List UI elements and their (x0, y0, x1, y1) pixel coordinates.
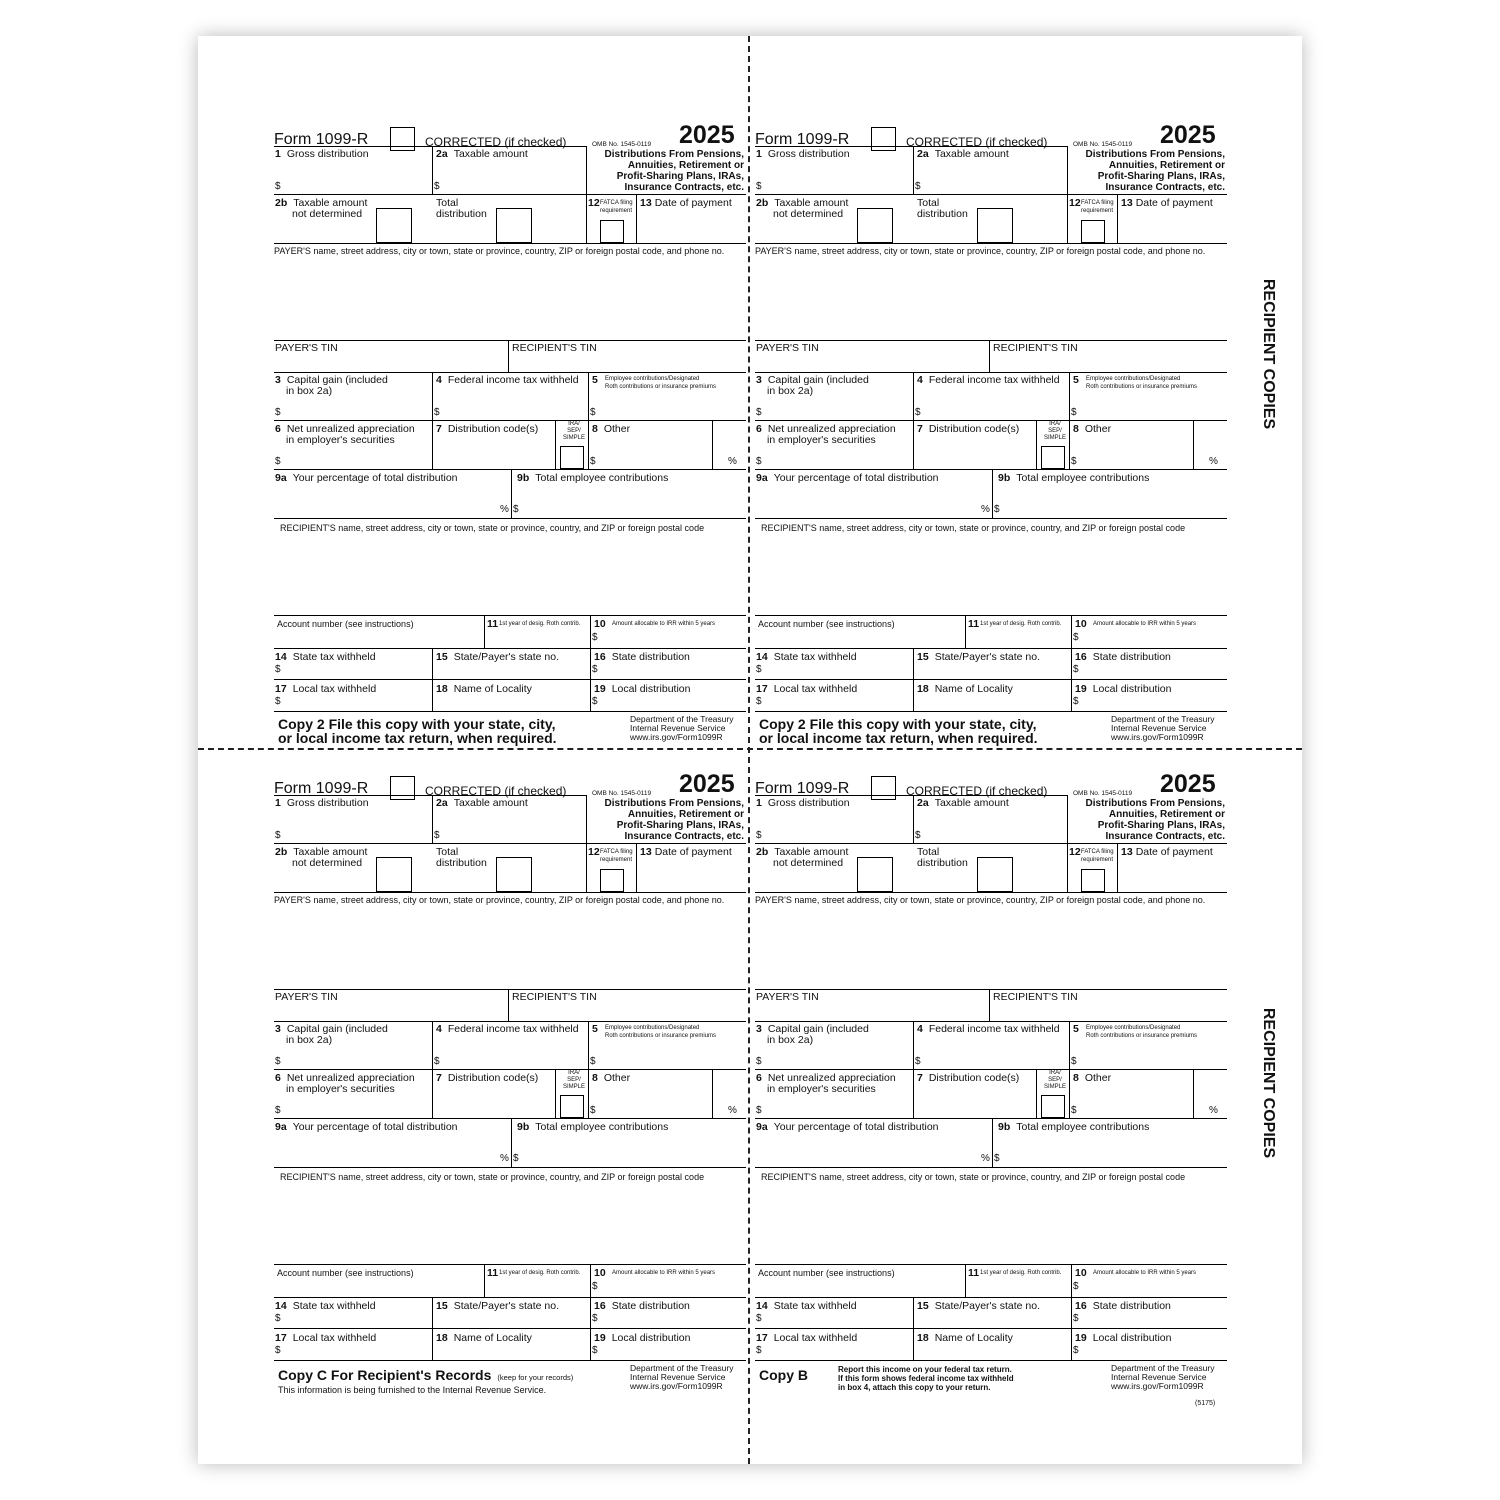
box3-label: 3 Capital gain (included (275, 1023, 388, 1035)
box15-label: 15 State/Payer's state no. (436, 1300, 560, 1312)
form-description: Distributions From Pensions, Annuities, Retirement or Profit-Sharing Plans, IRAs, Insurance Contracts, etc. (1085, 149, 1225, 193)
box10-label: Amount allocable to IRR within 5 years (1093, 621, 1197, 627)
box17-label: 17 Local tax withheld (756, 683, 858, 695)
box8-dollar: $ (590, 456, 596, 467)
box9b-dollar: $ (513, 1153, 519, 1164)
total-distribution-label-line2: distribution (917, 857, 968, 869)
form-code: (5175) (1195, 1400, 1216, 1407)
box3-label-line2: in box 2a) (286, 1034, 333, 1046)
box12-text: FATCA filing (600, 849, 633, 855)
payer-name-label: PAYER'S name, street address, city or town, state or province, country, ZIP or foreign postal code, and phone no. (755, 246, 1206, 256)
box12-text: FATCA filing (600, 200, 633, 206)
box14-label: 14 State tax withheld (756, 1300, 857, 1312)
box2b-label: 2b Taxable amount (756, 197, 849, 209)
form-description: Distributions From Pensions, Annuities, Retirement or Profit-Sharing Plans, IRAs, Insurance Contracts, etc. (604, 149, 744, 193)
box5-num: 5 (1073, 374, 1079, 386)
box7-label: 7 Distribution code(s) (436, 1072, 539, 1084)
fatca-checkbox[interactable] (1081, 220, 1105, 243)
corrected-checkbox[interactable] (871, 776, 896, 800)
box1-dollar: $ (756, 181, 762, 192)
box1-dollar: $ (756, 830, 762, 841)
box6-label: 6 Net unrealized appreciation (275, 423, 415, 435)
box18-label: 18 Name of Locality (917, 1332, 1013, 1344)
box13-label: 13 Date of payment (640, 846, 732, 858)
box6-label: 6 Net unrealized appreciation (275, 1072, 415, 1084)
box3-dollar: $ (275, 407, 281, 418)
box11-num: 11 (487, 618, 499, 630)
box13-label: 13 Date of payment (640, 197, 732, 209)
box3-dollar: $ (275, 1056, 281, 1067)
box9a-label: 9a Your percentage of total distribution (756, 472, 939, 484)
box11-label: 1st year of desig. Roth contrib. (499, 621, 581, 627)
form-copyc (274, 768, 746, 1395)
box6-label: 6 Net unrealized appreciation (756, 1072, 896, 1084)
ira-sep-simple-label: IRA/ SEP/ SIMPLE (1043, 1070, 1066, 1090)
box10-label: Amount allocable to IRR within 5 years (1093, 1270, 1197, 1276)
box18-label: 18 Name of Locality (436, 683, 532, 695)
corrected-checkbox[interactable] (390, 776, 415, 800)
box8-dollar: $ (1071, 1105, 1077, 1116)
box19-label: 19 Local distribution (594, 1332, 691, 1344)
total-distribution-checkbox[interactable] (496, 857, 532, 892)
tax-year: 2025 (679, 770, 735, 798)
box12-label: 12 (1069, 846, 1081, 858)
box9b-label: 9b Total employee contributions (998, 472, 1150, 484)
omb-number: OMB No. 1545-0119 (592, 790, 652, 797)
box12-text-line2: requirement (1081, 857, 1114, 863)
total-distribution-label: Total (917, 197, 940, 209)
box14-label: 14 State tax withheld (275, 1300, 376, 1312)
payer-name-label: PAYER'S name, street address, city or town, state or province, country, ZIP or foreign postal code, and phone no. (274, 246, 725, 256)
box2b-label-line2: not determined (773, 208, 844, 220)
box4-dollar: $ (434, 1056, 440, 1067)
box14-dollar: $ (275, 664, 281, 675)
copy2-label: Copy 2 File this copy with your state, city, or local income tax return, when required. (759, 716, 1038, 746)
box9a-percent: % (500, 1153, 509, 1164)
ira-sep-simple-label: IRA/ SEP/ SIMPLE (562, 421, 585, 441)
box1-label: 1 Gross distribution (756, 797, 850, 809)
box9b-label: 9b Total employee contributions (517, 472, 669, 484)
box8-dollar: $ (1071, 456, 1077, 467)
box6-label-line2: in employer's securities (767, 1083, 876, 1095)
box11-label: 1st year of desig. Roth contrib. (499, 1270, 581, 1276)
box8-percent: % (1209, 1105, 1218, 1116)
copy2-label: Copy 2 File this copy with your state, city, or local income tax return, when required. (278, 716, 557, 746)
box5-dollar: $ (590, 407, 596, 418)
box17-label: 17 Local tax withheld (275, 683, 377, 695)
form-title: Form 1099-R (274, 780, 369, 797)
vertical-cut-line (748, 36, 750, 1464)
form-description: Distributions From Pensions, Annuities, Retirement or Profit-Sharing Plans, IRAs, Insurance Contracts, etc. (604, 798, 744, 842)
box2b-label: 2b Taxable amount (756, 846, 849, 858)
box4-dollar: $ (915, 1056, 921, 1067)
box3-label-line2: in box 2a) (767, 1034, 814, 1046)
box8-dollar: $ (590, 1105, 596, 1116)
box15-label: 15 State/Payer's state no. (917, 1300, 1041, 1312)
box8-percent: % (1209, 456, 1218, 467)
box2b-label: 2b Taxable amount (275, 846, 368, 858)
box4-dollar: $ (434, 407, 440, 418)
box2a-dollar: $ (434, 181, 440, 192)
total-distribution-label: Total (917, 846, 940, 858)
box15-label: 15 State/Payer's state no. (436, 651, 560, 663)
copyc-note: This information is being furnished to the Internal Revenue Service. (278, 1385, 547, 1395)
box12-text: FATCA filing (1081, 200, 1114, 206)
box16-label: 16 State distribution (1075, 651, 1171, 663)
box12-text-line2: requirement (1081, 208, 1114, 214)
box1-label: 1 Gross distribution (275, 797, 369, 809)
box12-text: FATCA filing (1081, 849, 1114, 855)
ira-sep-simple-checkbox[interactable] (1041, 1095, 1065, 1118)
box17-label: 17 Local tax withheld (756, 1332, 858, 1344)
corrected-checkbox[interactable] (871, 127, 896, 151)
box17-dollar: $ (756, 696, 762, 707)
omb-number: OMB No. 1545-0119 (592, 141, 652, 148)
fatca-checkbox[interactable] (600, 869, 624, 892)
box5-dollar: $ (590, 1056, 596, 1067)
box5-label-line2: Roth contributions or insurance premiums (1086, 384, 1198, 390)
box6-label-line2: in employer's securities (286, 1083, 395, 1095)
box9a-label: 9a Your percentage of total distribution (275, 1121, 458, 1133)
box14-dollar: $ (756, 664, 762, 675)
corrected-label: CORRECTED (if checked) (425, 135, 567, 149)
box10-num: 10 (594, 1267, 606, 1279)
box11-num: 11 (487, 1267, 499, 1279)
omb-number: OMB No. 1545-0119 (1073, 141, 1133, 148)
corrected-label: CORRECTED (if checked) (425, 784, 567, 798)
box10-dollar: $ (592, 1281, 598, 1292)
account-number-label: Account number (see instructions) (758, 619, 895, 629)
box4-label: 4 Federal income tax withheld (917, 374, 1060, 386)
form-title: Form 1099-R (755, 131, 850, 148)
tax-year: 2025 (679, 121, 735, 149)
box13-label: 13 Date of payment (1121, 197, 1213, 209)
box6-label-line2: in employer's securities (286, 434, 395, 446)
corrected-label: CORRECTED (if checked) (906, 784, 1048, 798)
box16-dollar: $ (592, 1313, 598, 1324)
box12-label: 12 (588, 846, 600, 858)
box1-dollar: $ (275, 181, 281, 192)
box10-num: 10 (1075, 1267, 1087, 1279)
payer-tin-label: PAYER'S TIN (756, 991, 819, 1003)
copyc-label: Copy C For Recipient's Records (keep for your records) (278, 1367, 574, 1383)
form-copy2-left (274, 119, 746, 746)
box3-label-line2: in box 2a) (767, 385, 814, 397)
box12-text-line2: requirement (600, 857, 633, 863)
treasury-dept: Department of the Treasury Internal Revenue Service www.irs.gov/Form1099R (1111, 1363, 1215, 1391)
account-number-label: Account number (see instructions) (758, 1268, 895, 1278)
box3-label: 3 Capital gain (included (756, 374, 869, 386)
box4-label: 4 Federal income tax withheld (436, 374, 579, 386)
box2a-dollar: $ (915, 181, 921, 192)
box6-dollar: $ (756, 456, 762, 467)
box14-dollar: $ (756, 1313, 762, 1324)
box17-dollar: $ (275, 696, 281, 707)
account-number-label: Account number (see instructions) (277, 619, 414, 629)
box5-label: Employee contributions/Designated (605, 376, 700, 382)
box12-text-line2: requirement (600, 208, 633, 214)
payer-name-label: PAYER'S name, street address, city or town, state or province, country, ZIP or foreign postal code, and phone no. (755, 895, 1206, 905)
form-description: Distributions From Pensions, Annuities, Retirement or Profit-Sharing Plans, IRAs, Insurance Contracts, etc. (1085, 798, 1225, 842)
corrected-checkbox[interactable] (390, 127, 415, 151)
box2b-label-line2: not determined (773, 857, 844, 869)
box9a-percent: % (981, 1153, 990, 1164)
account-number-label: Account number (see instructions) (277, 1268, 414, 1278)
payer-tin-label: PAYER'S TIN (756, 342, 819, 354)
box6-dollar: $ (275, 1105, 281, 1116)
box5-label-line2: Roth contributions or insurance premiums (605, 1033, 717, 1039)
box16-label: 16 State distribution (594, 651, 690, 663)
total-distribution-label-line2: distribution (917, 208, 968, 220)
payer-tin-label: PAYER'S TIN (275, 342, 338, 354)
box2a-label: 2a Taxable amount (917, 148, 1009, 160)
box6-dollar: $ (275, 456, 281, 467)
box11-num: 11 (968, 618, 980, 630)
box7-label: 7 Distribution code(s) (917, 1072, 1020, 1084)
treasury-dept: Department of the Treasury Internal Revenue Service www.irs.gov/Form1099R (630, 714, 734, 742)
box1-label: 1 Gross distribution (275, 148, 369, 160)
form-title: Form 1099-R (274, 131, 369, 148)
box8-label: 8 Other (592, 423, 631, 435)
box5-num: 5 (592, 1023, 598, 1035)
horizontal-cut-line (198, 748, 1302, 750)
box10-num: 10 (594, 618, 606, 630)
side-label-top: RECIPIENT COPIES (1260, 278, 1277, 430)
box17-label: 17 Local tax withheld (275, 1332, 377, 1344)
box12-label: 12 (1069, 197, 1081, 209)
box6-label: 6 Net unrealized appreciation (756, 423, 896, 435)
taxable-not-determined-checkbox[interactable] (857, 857, 893, 892)
box9a-label: 9a Your percentage of total distribution (756, 1121, 939, 1133)
box2a-dollar: $ (915, 830, 921, 841)
box16-dollar: $ (1073, 664, 1079, 675)
total-distribution-checkbox[interactable] (977, 208, 1013, 243)
box5-label-line2: Roth contributions or insurance premiums (1086, 1033, 1198, 1039)
box10-dollar: $ (1073, 1281, 1079, 1292)
box10-label: Amount allocable to IRR within 5 years (612, 621, 716, 627)
total-distribution-checkbox[interactable] (496, 208, 532, 243)
recipient-tin-label: RECIPIENT'S TIN (993, 991, 1078, 1003)
recipient-tin-label: RECIPIENT'S TIN (512, 342, 597, 354)
form-title: Form 1099-R (755, 780, 850, 797)
box11-num: 11 (968, 1267, 980, 1279)
box10-dollar: $ (1073, 632, 1079, 643)
box3-label-line2: in box 2a) (286, 385, 333, 397)
box19-label: 19 Local distribution (594, 683, 691, 695)
recipient-tin-label: RECIPIENT'S TIN (512, 991, 597, 1003)
box17-dollar: $ (275, 1345, 281, 1356)
box5-label: Employee contributions/Designated (605, 1025, 700, 1031)
box2b-label-line2: not determined (292, 857, 363, 869)
box19-dollar: $ (1073, 696, 1079, 707)
box19-label: 19 Local distribution (1075, 683, 1172, 695)
ira-sep-simple-checkbox[interactable] (560, 1095, 584, 1118)
box11-label: 1st year of desig. Roth contrib. (980, 621, 1062, 627)
box19-dollar: $ (592, 1345, 598, 1356)
box17-dollar: $ (756, 1345, 762, 1356)
copyb-note: Report this income on your federal tax return. If this form shows federal income tax withheld in box 4, attach this copy to your return. (838, 1365, 1014, 1392)
box9a-percent: % (981, 504, 990, 515)
box19-dollar: $ (1073, 1345, 1079, 1356)
box3-dollar: $ (756, 1056, 762, 1067)
total-distribution-label: Total (436, 197, 459, 209)
box18-label: 18 Name of Locality (436, 1332, 532, 1344)
box8-label: 8 Other (592, 1072, 631, 1084)
box14-label: 14 State tax withheld (756, 651, 857, 663)
box2a-dollar: $ (434, 830, 440, 841)
box9b-label: 9b Total employee contributions (517, 1121, 669, 1133)
box4-label: 4 Federal income tax withheld (436, 1023, 579, 1035)
ira-sep-simple-checkbox[interactable] (560, 446, 584, 469)
tax-year: 2025 (1160, 121, 1216, 149)
box8-label: 8 Other (1073, 423, 1112, 435)
taxable-not-determined-checkbox[interactable] (376, 857, 412, 892)
box1-label: 1 Gross distribution (756, 148, 850, 160)
total-distribution-checkbox[interactable] (977, 857, 1013, 892)
box5-label: Employee contributions/Designated (1086, 376, 1181, 382)
box12-label: 12 (588, 197, 600, 209)
recipient-name-label: RECIPIENT'S name, street address, city or town, state or province, country, and ZIP or foreign postal code (280, 523, 705, 533)
payer-name-label: PAYER'S name, street address, city or town, state or province, country, ZIP or foreign postal code, and phone no. (274, 895, 725, 905)
box7-label: 7 Distribution code(s) (917, 423, 1020, 435)
box18-label: 18 Name of Locality (917, 683, 1013, 695)
total-distribution-label-line2: distribution (436, 208, 487, 220)
fatca-checkbox[interactable] (1081, 869, 1105, 892)
ira-sep-simple-label: IRA/ SEP/ SIMPLE (562, 1070, 585, 1090)
box9b-dollar: $ (994, 1153, 1000, 1164)
payer-tin-label: PAYER'S TIN (275, 991, 338, 1003)
box9b-dollar: $ (513, 504, 519, 515)
corrected-label: CORRECTED (if checked) (906, 135, 1048, 149)
form-copyb (755, 768, 1227, 1407)
box19-dollar: $ (592, 696, 598, 707)
box16-label: 16 State distribution (594, 1300, 690, 1312)
box5-num: 5 (1073, 1023, 1079, 1035)
recipient-name-label: RECIPIENT'S name, street address, city or town, state or province, country, and ZIP or foreign postal code (761, 1172, 1186, 1182)
box14-label: 14 State tax withheld (275, 651, 376, 663)
box2a-label: 2a Taxable amount (436, 797, 528, 809)
box9b-dollar: $ (994, 504, 1000, 515)
box5-dollar: $ (1071, 1056, 1077, 1067)
tax-year: 2025 (1160, 770, 1216, 798)
box8-percent: % (728, 1105, 737, 1116)
box5-dollar: $ (1071, 407, 1077, 418)
box2b-label: 2b Taxable amount (275, 197, 368, 209)
box1-dollar: $ (275, 830, 281, 841)
form-copy2-right (755, 119, 1227, 746)
box15-label: 15 State/Payer's state no. (917, 651, 1041, 663)
box10-label: Amount allocable to IRR within 5 years (612, 1270, 716, 1276)
ira-sep-simple-label: IRA/ SEP/ SIMPLE (1043, 421, 1066, 441)
box9a-percent: % (500, 504, 509, 515)
box5-label: Employee contributions/Designated (1086, 1025, 1181, 1031)
treasury-dept: Department of the Treasury Internal Revenue Service www.irs.gov/Form1099R (1111, 714, 1215, 742)
box7-label: 7 Distribution code(s) (436, 423, 539, 435)
ira-sep-simple-checkbox[interactable] (1041, 446, 1065, 469)
total-distribution-label: Total (436, 846, 459, 858)
box3-label: 3 Capital gain (included (756, 1023, 869, 1035)
copyb-label: Copy B (759, 1367, 808, 1383)
box6-dollar: $ (756, 1105, 762, 1116)
box11-label: 1st year of desig. Roth contrib. (980, 1270, 1062, 1276)
box2a-label: 2a Taxable amount (917, 797, 1009, 809)
box13-label: 13 Date of payment (1121, 846, 1213, 858)
box5-num: 5 (592, 374, 598, 386)
box8-percent: % (728, 456, 737, 467)
fatca-checkbox[interactable] (600, 220, 624, 243)
recipient-tin-label: RECIPIENT'S TIN (993, 342, 1078, 354)
box2b-label-line2: not determined (292, 208, 363, 220)
taxable-not-determined-checkbox[interactable] (857, 208, 893, 243)
box9a-label: 9a Your percentage of total distribution (275, 472, 458, 484)
total-distribution-label-line2: distribution (436, 857, 487, 869)
recipient-name-label: RECIPIENT'S name, street address, city or town, state or province, country, and ZIP or foreign postal code (280, 1172, 705, 1182)
box9b-label: 9b Total employee contributions (998, 1121, 1150, 1133)
box10-dollar: $ (592, 632, 598, 643)
recipient-name-label: RECIPIENT'S name, street address, city or town, state or province, country, and ZIP or foreign postal code (761, 523, 1186, 533)
box6-label-line2: in employer's securities (767, 434, 876, 446)
box8-label: 8 Other (1073, 1072, 1112, 1084)
side-label-bottom: RECIPIENT COPIES (1260, 1007, 1277, 1159)
box16-label: 16 State distribution (1075, 1300, 1171, 1312)
box4-label: 4 Federal income tax withheld (917, 1023, 1060, 1035)
box3-dollar: $ (756, 407, 762, 418)
treasury-dept: Department of the Treasury Internal Revenue Service www.irs.gov/Form1099R (630, 1363, 734, 1391)
omb-number: OMB No. 1545-0119 (1073, 790, 1133, 797)
box19-label: 19 Local distribution (1075, 1332, 1172, 1344)
box5-label-line2: Roth contributions or insurance premiums (605, 384, 717, 390)
box16-dollar: $ (592, 664, 598, 675)
box2a-label: 2a Taxable amount (436, 148, 528, 160)
box14-dollar: $ (275, 1313, 281, 1324)
box3-label: 3 Capital gain (included (275, 374, 388, 386)
box10-num: 10 (1075, 618, 1087, 630)
taxable-not-determined-checkbox[interactable] (376, 208, 412, 243)
box4-dollar: $ (915, 407, 921, 418)
box16-dollar: $ (1073, 1313, 1079, 1324)
